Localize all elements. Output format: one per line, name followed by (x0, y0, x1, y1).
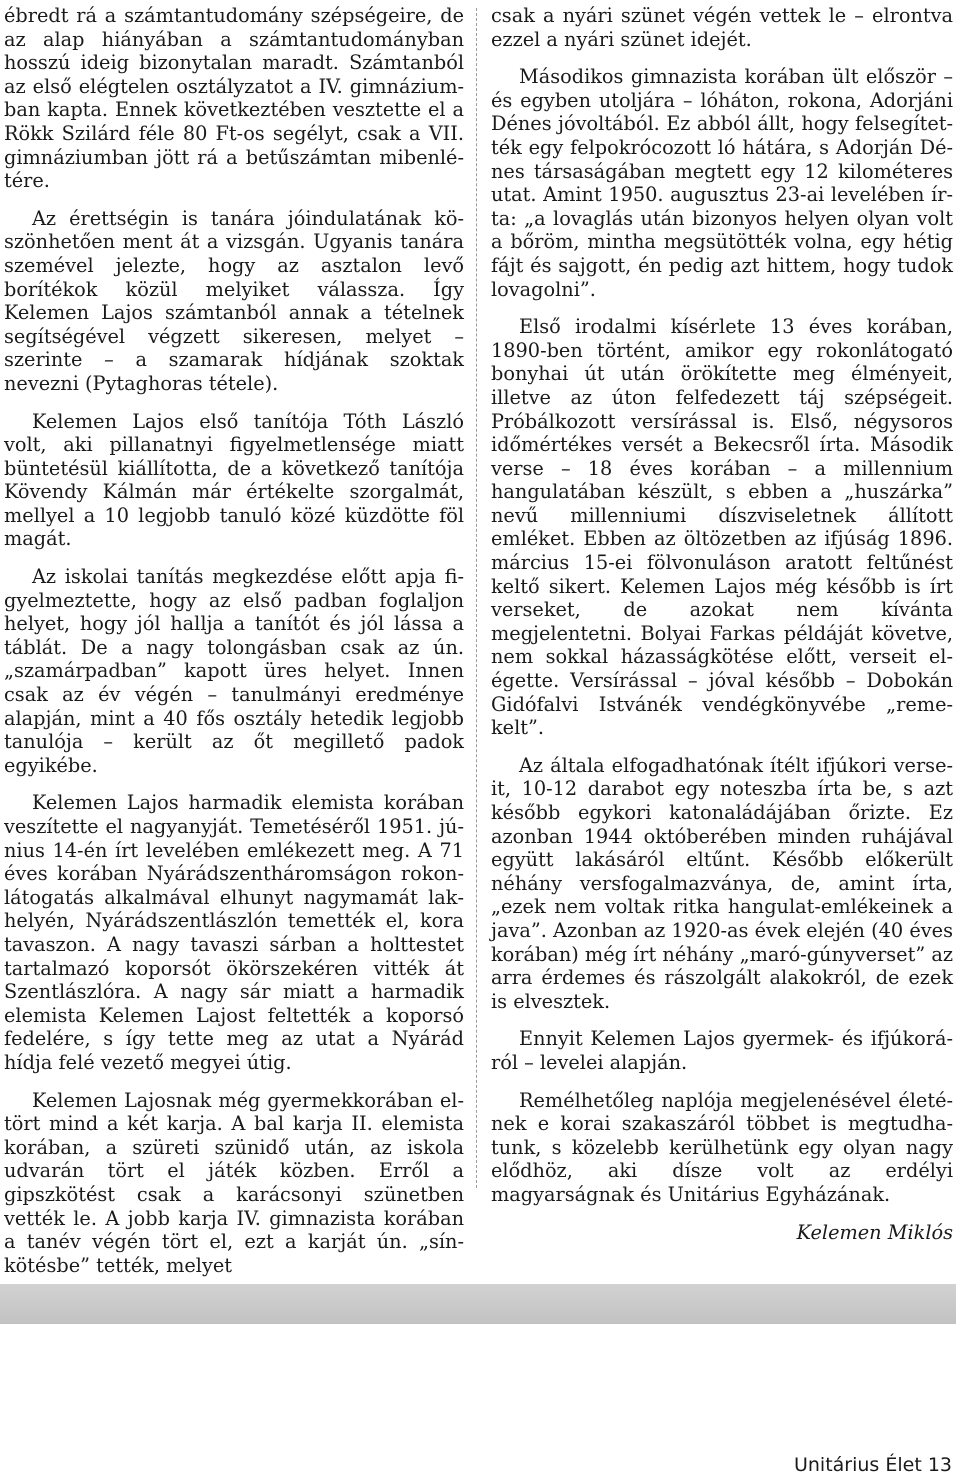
paragraph: Remélhetőleg naplója megjelenésével életének e korai szakaszáról többet is megtudhatunk, s közelebb kerülhetünk egy olyan nagy elődhöz, aki dísze volt az erdélyi magyarságnak és Unitárius Egyházának. (491, 1088, 953, 1206)
paragraph: Első irodalmi kísérlete 13 éves korában, 1890-ben történt, amikor egy rokonlátogató bonyhai út után örökítette meg élményeit, illetve az úton felfedezett táj szépségeit. Próbálkozott versírással is. Első, négysoros időmértékes versét a Bekecsről írta. Második verse – 18 éves korában – a millennium hangulatában készült, s ebben a „huszárka” nevű millenniumi díszviseletnek állított emléket. Ebben az öltözetben az ifjúság 1896. március 15-ei fölvonuláson aratott feltűnést keltő sikert. Kelemen Lajos még később is írt verseket, de azokat nem kívánta megjelentetni. Bolyai Farkas példáját követve, nem sokkal házasságkötése előtt, verseit elégette. Versírással – jóval később – Dobokán Gidófalvi Istvánék vendégkönyvébe „remekelt”. (491, 315, 953, 740)
paragraph: Kelemen Lajos első tanítója Tóth László volt, aki pillanatnyi figyelmetlensége miatt büntetésül kiállította, de a következő tanítója Kövendy Kálmán már értékelte szorgalmát, mellyel a 10 legjobb tanuló közé küzdötte föl magát. (4, 409, 464, 551)
paragraph: Kelemen Lajos harmadik elemista korában veszítette el nagyanyját. Temetéséről 1951. június 14-én írt levelében emlékezett meg. A 71 éves korában Nyárádszentháromságon rokonlátogatás alkalmával elhunyt nagymamát lakhelyén, Nyárádszentlászlón temették el, kora tavaszon. A nagy tavaszi sárban a holttestet tartalmazó koporsót ökörszekéren vitték át Szentlászlóra. A nagy sár miatt a harmadik elemista Kelemen Lajost feltették a koporsó fedelére, s így tette meg az utat a Nyárád hídja felé vezető megyei útig. (4, 791, 464, 1074)
paragraph: Az érettségin is tanára jóindulatának köszönhetően ment át a vizsgán. Ugyanis tanára szemével jelezte, hogy az asztalon levő borítékok közül melyiket válassza. Így Kelemen Lajos számtanból annak a tételnek segítségével végzett sikeresen, melyet – szerinte – a szamarak hídjának szoktak nevezni (Pytaghoras tétele). (4, 206, 464, 395)
page-footer: Unitárius Élet 13 (793, 1454, 952, 1476)
paragraph: Kelemen Lajosnak még gyermekkorában eltört mind a két karja. A bal karja II. elemista korában, a szüreti szünidő után, az iskola udvarán tört el játék közben. Erről a gipszkötést csak a karácsonyi szünetben vették le. A jobb karja IV. gimnazista korában a tanév végén tört el, ezt a karját ún. „sín-kötésbe” tették, melyet (4, 1088, 464, 1277)
paragraph: csak a nyári szünet végén vettek le – elrontva ezzel a nyári szünet idejét. (491, 4, 953, 51)
author-signature: Kelemen Miklós (796, 1220, 953, 1244)
decorative-band (0, 1284, 956, 1324)
left-column (4, 4, 464, 1291)
paragraph: Az iskolai tanítás megkezdése előtt apja figyelmeztette, hogy az első padban foglaljon helyet, hogy jól hallja a tanítót és jól lássa a táblát. De a nagy tolongásban csak az ún. „szamárpadban” kapott üres helyet. Innen csak az év végén – tanulmányi eredménye alapján, mint a 40 fős osztály hetedik legjobb tanulója – került az őt megillető padok egyikébe. (4, 565, 464, 777)
paragraph: ébredt rá a számtantudomány szépségeire, de az alap hiányában a számtantudományban hosszú ideig bizonytalan maradt. Számtanból az első elégtelen osztályzatot a IV. gimnáziumban kapta. Ennek következtében vesztette el a Rökk Szilárd féle 80 Ft-os segélyt, csak a VII. gimnáziumban jött rá a betűszámtan mibenlétére. (4, 4, 464, 193)
paragraph: Az általa elfogadhatónak ítélt ifjúkori verseit, 10-12 darabot egy noteszba írta be, s azt később egykori katonaládájában őrizte. Ez azonban 1944 októberében minden ruhájával együtt lakásáról eltűnt. Később előkerült néhány versfogalmazványa, de, amint írta, „ezek nem voltak ritka hangulat-emlékeinek a java”. Azonban az 1920-as évek elején (40 éves korában) még írt néhány „maró-gúnyverset” az arra érdemes és rászolgált alakokról, de ezek is elvesztek. (491, 753, 953, 1013)
right-column (491, 4, 953, 1258)
paragraph: Ennyit Kelemen Lajos gyermek- és ifjúkoráról – levelei alapján. (491, 1027, 953, 1074)
paragraph: Másodikos gimnazista korában ült először – és egyben utoljára – lóháton, rokona, Adorjáni Dénes jóvoltából. Ez abból állt, hogy felsegítették egy felpokrócozott ló hátára, s Adorján Dénes társaságában megtett egy 12 kilométeres utat. Amint 1950. augusztus 23-ai levelében írta: „a lovaglás után bizonyos helyen olyan volt a bőröm, mintha megsütötték volna, egy hétig fájt és sajgott, én pedig azt hittem, hogy tudok lovagolni”. (491, 65, 953, 301)
column-divider (476, 8, 477, 1188)
